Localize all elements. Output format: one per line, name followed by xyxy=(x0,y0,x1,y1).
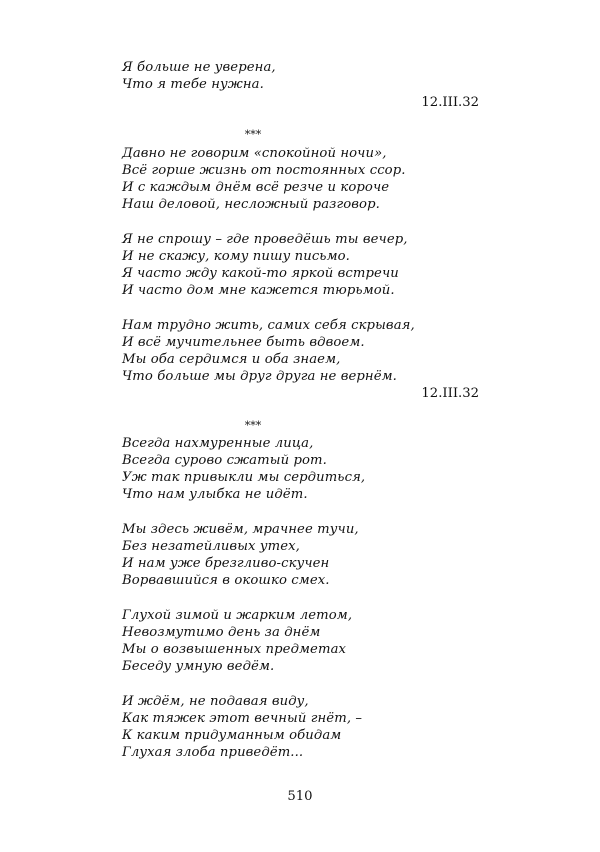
poem3-line-8: Ворвавшийся в окошко смех. xyxy=(122,573,330,588)
poem1-date: 12.III.32 xyxy=(421,95,479,110)
poem2-line-9: Нам трудно жить, самих себя скрывая, xyxy=(122,318,415,333)
poem3-line-9: Глухой зимой и жарким летом, xyxy=(122,608,353,623)
poem3-line-15: К каким придуманным обидам xyxy=(122,728,342,743)
poem3-line-6: Без незатейливых утех, xyxy=(122,539,300,554)
poem3-line-2: Всегда сурово сжатый рот. xyxy=(122,453,327,468)
poem2-line-6: И не скажу, кому пишу письмо. xyxy=(122,249,350,264)
poem3-separator: *** xyxy=(244,419,262,432)
page-number: 510 xyxy=(287,789,313,804)
poem3-line-5: Мы здесь живём, мрачнее тучи, xyxy=(122,522,359,537)
poem3-line-16: Глухая злоба приведёт... xyxy=(122,745,304,760)
poem3-line-4: Что нам улыбка не идёт. xyxy=(122,487,308,502)
poem3-line-1: Всегда нахмуренные лица, xyxy=(122,436,314,451)
poem3-line-12: Беседу умную ведём. xyxy=(122,659,275,674)
poem2-date: 12.III.32 xyxy=(421,386,479,401)
poem2-separator: *** xyxy=(244,128,262,141)
poem1-line-2: Что я тебе нужна. xyxy=(122,77,264,92)
poem2-line-4: Наш деловой, несложный разговор. xyxy=(122,197,380,212)
poem2-line-12: Что больше мы друг друга не вернём. xyxy=(122,369,397,384)
poem2-line-8: И часто дом мне кажется тюрьмой. xyxy=(122,283,395,298)
poem2-line-2: Всё горше жизнь от постоянных ссор. xyxy=(122,163,406,178)
poem3-line-13: И ждём, не подавая виду, xyxy=(122,694,309,709)
poem2-line-3: И с каждым днём всё резче и короче xyxy=(122,180,390,195)
poem3-line-3: Уж так привыкли мы сердиться, xyxy=(122,470,366,485)
poem2-line-1: Давно не говорим «спокойной ночи», xyxy=(122,146,387,161)
poem3-line-11: Мы о возвышенных предметах xyxy=(122,642,347,657)
poem3-line-10: Невозмутимо день за днём xyxy=(122,625,321,640)
poem2-line-10: И всё мучительнее быть вдвоем. xyxy=(122,335,365,350)
poem2-line-11: Мы оба сердимся и оба знаем, xyxy=(122,352,341,367)
poem3-line-7: И нам уже брезгливо-скучен xyxy=(122,556,330,571)
poem2-line-7: Я часто жду какой-то яркой встречи xyxy=(122,266,399,281)
poem2-line-5: Я не спрошу – где проведёшь ты вечер, xyxy=(122,232,408,247)
poem1-line-1: Я больше не уверена, xyxy=(122,60,276,75)
poem3-line-14: Как тяжек этот вечный гнёт, – xyxy=(122,711,363,726)
